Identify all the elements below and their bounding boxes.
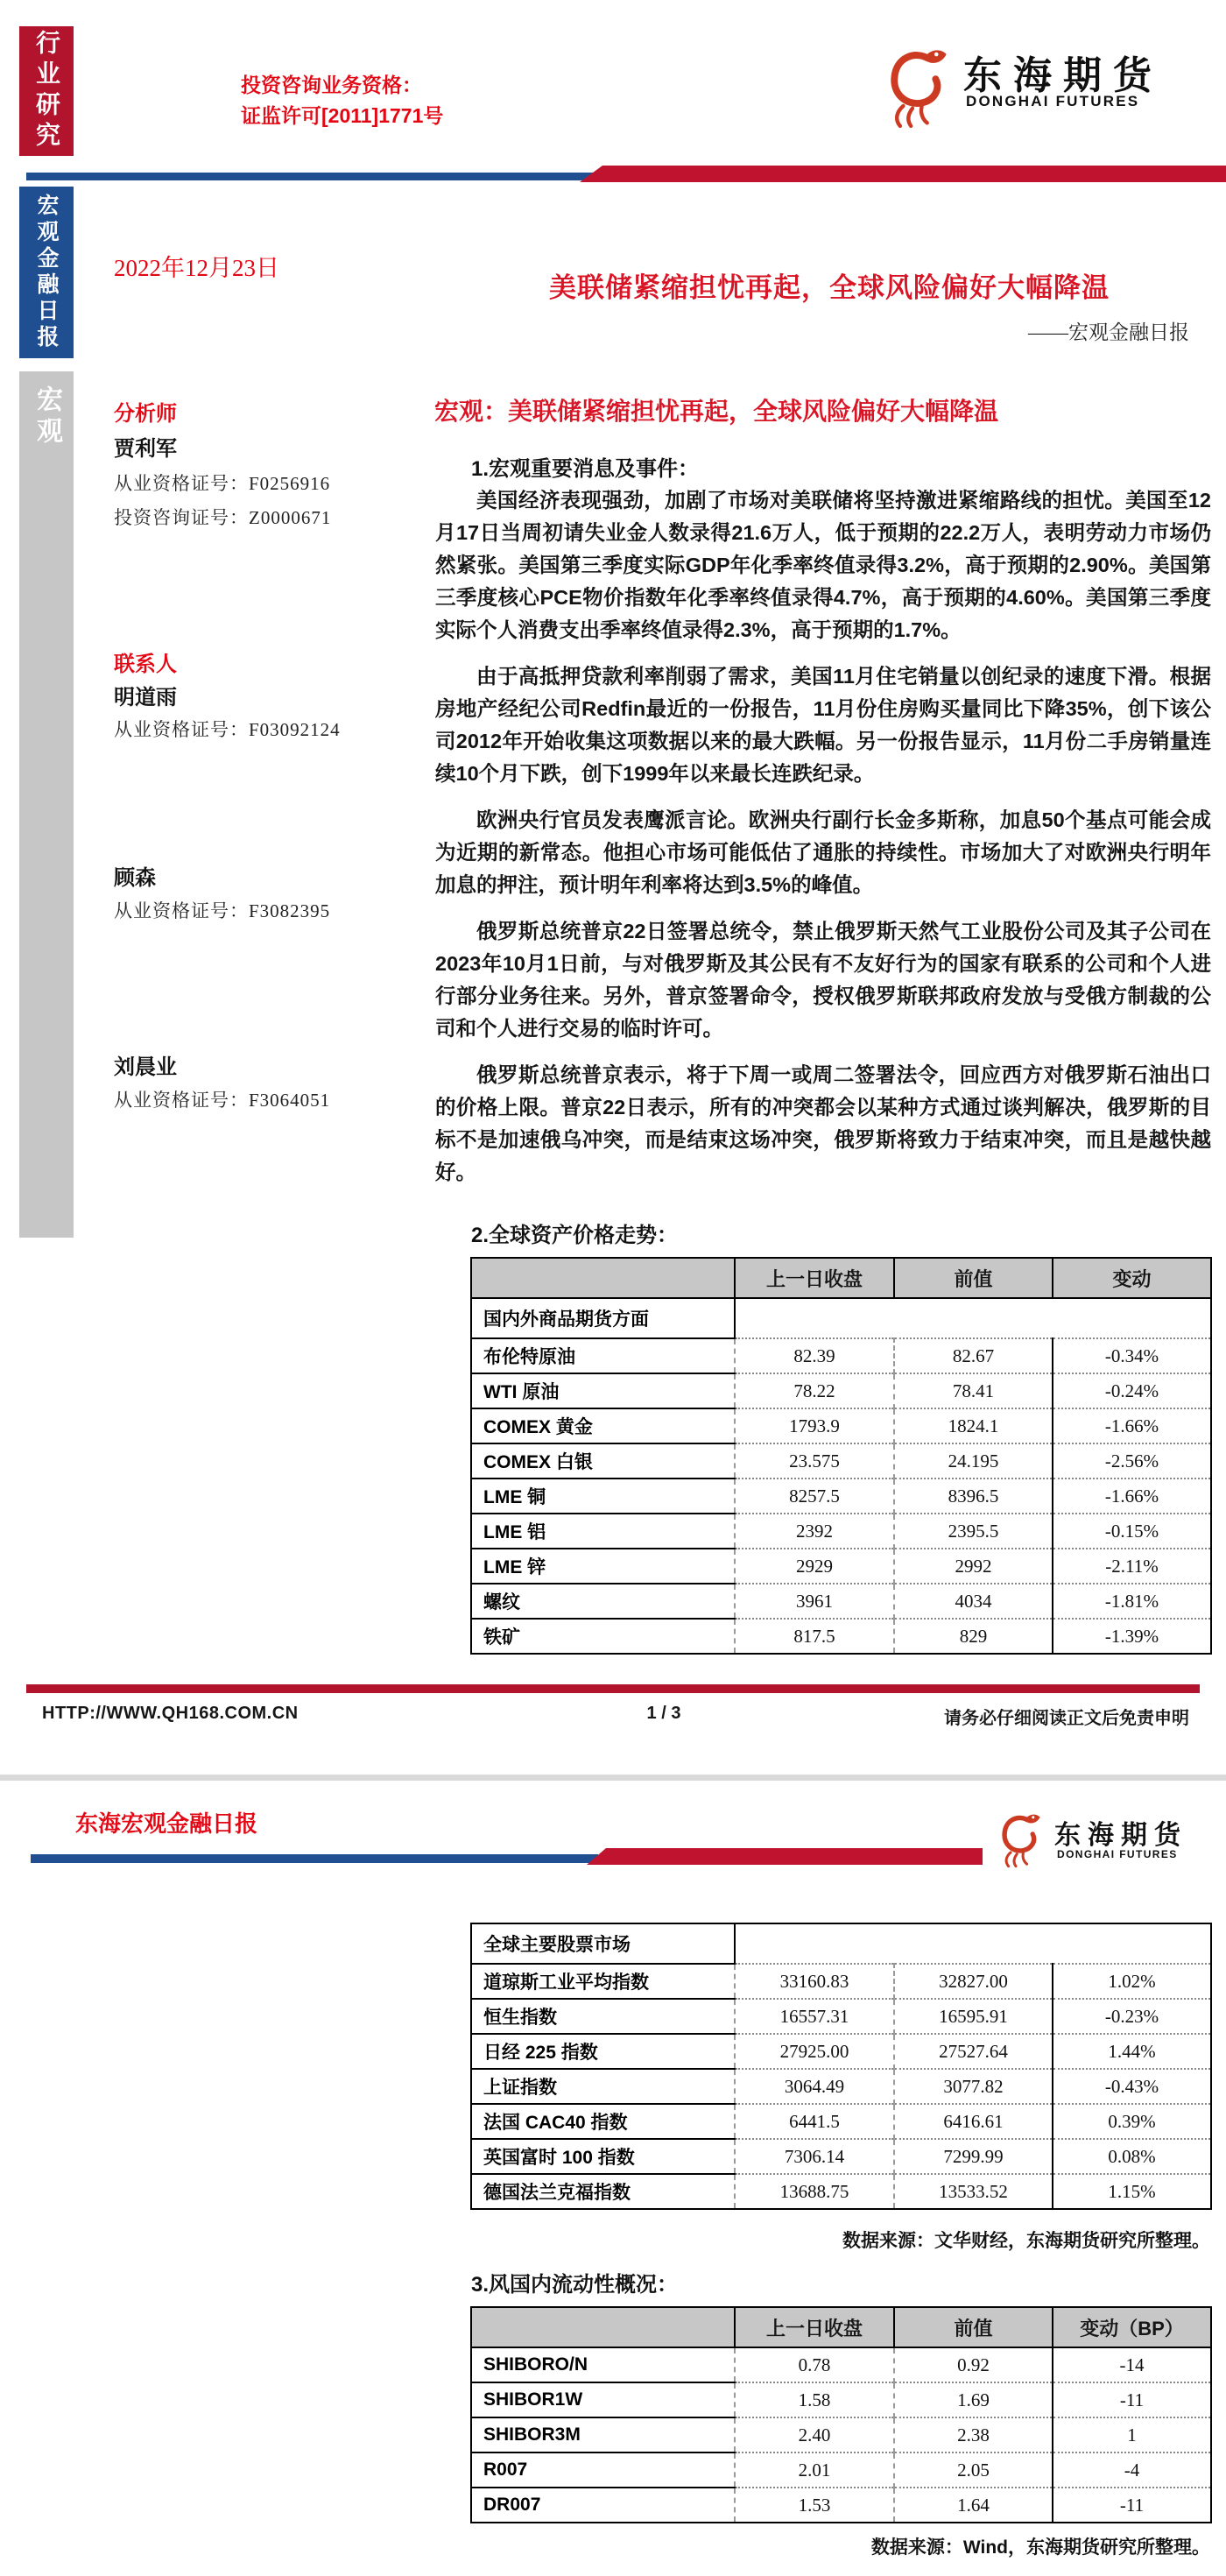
table-row [471,1964,1211,1999]
prev-close-value: 6441.5 [735,2104,894,2139]
table-row [471,1373,1211,1408]
section-label: 国内外商品期货方面 [471,1298,735,1338]
change-value: 1.15% [1053,2174,1211,2209]
prior-value: 2395.5 [894,1514,1053,1549]
prior-value: 78.41 [894,1373,1053,1408]
table-row [471,2069,1211,2104]
row-label: 铁矿 [471,1619,735,1654]
license-block [241,70,443,131]
table-row [471,2139,1211,2174]
brand-name-cn: 东海期货 [1054,1821,1187,1850]
prev-close-value: 13688.75 [735,2174,894,2209]
prior-value: 2.05 [894,2452,1053,2488]
paragraph: 欧洲央行官员发表鹰派言论。欧洲央行副行长金多斯称，加息50个基点可能会成为近期的新常态。他担心市场可能低估了通胀的持续性。市场加大了对欧洲央行明年加息的押注，预计明年利率将达到3.5%的峰值。 [435,808,1211,896]
contact1-cert: 从业资格证号：F03092124 [114,719,341,740]
liquidity-table [470,2306,1212,2523]
table-row [471,2034,1211,2069]
prev-close-value: 27925.00 [735,2034,894,2069]
table-header-row [471,1258,1211,1298]
prev-close-value: 2392 [735,1514,894,1549]
report-date: 2022年12月23日 [114,255,279,281]
contact2-cert: 从业资格证号：F3082395 [114,900,331,921]
prev-close-value: 33160.83 [735,1964,894,1999]
row-label: 螺纹 [471,1584,735,1619]
contact1-name: 明道雨 [114,686,177,709]
row-label: SHIBOR1W [471,2382,735,2417]
change-value: 1.44% [1053,2034,1211,2069]
prev-close-value: 2929 [735,1549,894,1584]
paragraph: 美国经济表现强劲，加剧了市场对美联储将坚持激进紧缩路线的担忧。美国至12月17日当周初请失业金人数录得21.6万人，低于预期的22.2万人，表明劳动力市场仍然紧张。美国第三季度实际GDP年化季率终值录得3.2%，高于预期的2.90%。美国第三季度核心PCE物价指数年化季率终值录得4.7%，高于预期的4.60%。美国第三季度实际个人消费支出季率终值录得2.3%，高于预期的1.7%。 [435,489,1211,641]
liquidity-data-source-note: 数据来源：Wind，东海期货研究所整理。 [870,2537,1210,2558]
header-bar-navy [26,173,600,180]
change-value: -1.66% [1053,1408,1211,1443]
row-label: 道琼斯工业平均指数 [471,1964,735,1999]
prior-value: 24.195 [894,1443,1053,1479]
row-label: 英国富时 100 指数 [471,2139,735,2174]
sidebar-tab-macro-label: 宏观 [32,385,61,448]
table-section-row [471,1298,1211,1338]
contact3-cert: 从业资格证号：F3064051 [114,1090,331,1111]
prior-value: 3077.82 [894,2069,1053,2104]
analyst-cert: 从业资格证号：F0256916 [114,473,331,494]
table-row [471,2417,1211,2452]
table-row [471,1549,1211,1584]
change-value: 0.39% [1053,2104,1211,2139]
liquidity-table-heading: 3.风国内流动性概况： [471,2273,679,2297]
prev-close-value: 1.58 [735,2382,894,2417]
paragraph: 俄罗斯总统普京表示，将于下周一或周二签署法令，回应西方对俄罗斯石油出口的价格上限。普京22日表示，所有的冲突都会以某种方式通过谈判解决，俄罗斯的目标不是加速俄乌冲突，而是结束这场冲突，俄罗斯将致力于结束冲突，而且是越快越好。 [435,1063,1211,1183]
prior-value: 16595.91 [894,1999,1053,2034]
footer-disclaimer: 请务必仔细阅读正文后免责申明 [944,1709,1189,1728]
table-row [471,2347,1211,2382]
row-label: SHIBOR3M [471,2417,735,2452]
news-section-heading: 1.宏观重要消息及事件： [471,457,700,481]
report-subtitle: ——宏观金融日报 [1028,321,1189,343]
prev-close-value: 16557.31 [735,1999,894,2034]
change-value: 1.02% [1053,1964,1211,1999]
prior-value: 829 [894,1619,1053,1654]
license-line1: 投资咨询业务资格： [241,74,422,96]
table-row [471,2488,1211,2523]
section-empty-cell [735,1298,1211,1338]
page2-header-title: 东海宏观金融日报 [75,1810,258,1837]
table-row [471,2174,1211,2209]
col-header-prev-close: 上一日收盘 [735,1258,894,1298]
section-empty-cell [735,1923,1211,1964]
macro-section-heading: 宏观：美联储紧缩担忧再起，全球风险偏好大幅降温 [434,398,999,425]
section-label: 全球主要股票市场 [471,1923,735,1964]
row-label: 上证指数 [471,2069,735,2104]
header-bar-red [580,166,1226,182]
dragon-logo-icon [880,44,957,130]
col-header-prev-close: 上一日收盘 [735,2307,894,2347]
paragraph: 由于高抵押贷款利率削弱了需求，美国11月住宅销量以创纪录的速度下滑。根据房地产经纪公司Redfin最近的一份报告，11月份住房购买量同比下降35%，创下该公司2012年开始收集这项数据以来的最大跌幅。另一份报告显示，11月份二手房销量连续10个月下跌，创下1999年以来最长连跌纪录。 [435,665,1211,785]
prev-close-value: 1793.9 [735,1408,894,1443]
change-value: -0.23% [1053,1999,1211,2034]
prev-close-value: 3064.49 [735,2069,894,2104]
prev-close-value: 2.40 [735,2417,894,2452]
table-row [471,2382,1211,2417]
row-label: 德国法兰克福指数 [471,2174,735,2209]
brand-name-en: DONGHAI FUTURES [1057,1848,1178,1860]
sidebar-tab-industry-label: 行业研究 [33,30,60,152]
change-bp-value: -11 [1053,2488,1211,2523]
sidebar-tab-industry-research [19,26,74,156]
change-value: -0.43% [1053,2069,1211,2104]
col-header-change: 变动 [1053,1258,1211,1298]
stocks-data-source-note: 数据来源：文华财经，东海期货研究所整理。 [842,2231,1210,2251]
change-value: -1.81% [1053,1584,1211,1619]
row-label: R007 [471,2452,735,2488]
change-bp-value: 1 [1053,2417,1211,2452]
table-row [471,1619,1211,1654]
table-row [471,1338,1211,1373]
prior-value: 13533.52 [894,2174,1053,2209]
prior-value: 7299.99 [894,2139,1053,2174]
table-row [471,2452,1211,2488]
prev-close-value: 23.575 [735,1443,894,1479]
row-label: 恒生指数 [471,1999,735,2034]
analyst-advisory-cert: 投资咨询证号：Z0000671 [114,507,332,528]
prior-value: 1.64 [894,2488,1053,2523]
prior-value: 2992 [894,1549,1053,1584]
table-section-row [471,1923,1211,1964]
asset-table-heading: 2.全球资产价格走势： [471,1224,679,1247]
table-row [471,1514,1211,1549]
page2-header-bar-navy [31,1854,598,1863]
change-value: -2.11% [1053,1549,1211,1584]
page-separator [0,1775,1226,1781]
table-row [471,1408,1211,1443]
prior-value: 32827.00 [894,1964,1053,1999]
table-row [471,1443,1211,1479]
change-value: -0.24% [1053,1373,1211,1408]
change-value: -0.34% [1053,1338,1211,1373]
contact2-name: 顾森 [114,866,156,890]
stock-index-table [470,1923,1212,2210]
row-label: 日经 225 指数 [471,2034,735,2069]
change-bp-value: -11 [1053,2382,1211,2417]
col-header-change-bp: 变动（BP） [1053,2307,1211,2347]
footer-url: HTTP://WWW.QH168.COM.CN [42,1704,299,1723]
prev-close-value: 2.01 [735,2452,894,2488]
prior-value: 2.38 [894,2417,1053,2452]
prior-value: 82.67 [894,1338,1053,1373]
col-header-prior: 前值 [894,2307,1053,2347]
change-value: -1.39% [1053,1619,1211,1654]
contact3-name: 刘晨业 [114,1055,177,1079]
change-bp-value: -14 [1053,2347,1211,2382]
brand-name-cn: 东海期货 [963,54,1163,97]
prior-value: 27527.64 [894,2034,1053,2069]
analyst-name: 贾利军 [114,437,177,461]
row-label: 法国 CAC40 指数 [471,2104,735,2139]
col-header-prior: 前值 [894,1258,1053,1298]
analyst-label: 分析师 [114,402,177,426]
row-label: WTI 原油 [471,1373,735,1408]
row-label: 布伦特原油 [471,1338,735,1373]
prev-close-value: 7306.14 [735,2139,894,2174]
prev-close-value: 817.5 [735,1619,894,1654]
paragraph: 俄罗斯总统普京22日签署总统令，禁止俄罗斯天然气工业股份公司及其子公司在2023年10月1日前，与对俄罗斯及其公民有不友好行为的国家有联系的公司和个人进行部分业务往来。另外，普京签署命令，授权俄罗斯联邦政府发放与受俄方制裁的公司和个人进行交易的临时许可。 [435,920,1211,1040]
prior-value: 1824.1 [894,1408,1053,1443]
change-value: 0.08% [1053,2139,1211,2174]
table-row [471,2104,1211,2139]
corner-cell [471,1258,735,1298]
prev-close-value: 8257.5 [735,1479,894,1514]
footer-bar [26,1684,1200,1693]
table-row [471,1999,1211,2034]
dragon-logo-icon [995,1810,1047,1869]
news-paragraphs [435,484,1211,1203]
brand-name-en: DONGHAI FUTURES [966,93,1140,109]
license-line2: 证监许可[2011]1771号 [241,104,444,127]
sidebar-tab-macro-daily [19,187,74,358]
prior-value: 8396.5 [894,1479,1053,1514]
row-label: SHIBORO/N [471,2347,735,2382]
prev-close-value: 3961 [735,1584,894,1619]
prior-value: 6416.61 [894,2104,1053,2139]
prior-value: 4034 [894,1584,1053,1619]
table-row [471,1479,1211,1514]
table-header-row [471,2307,1211,2347]
change-value: -1.66% [1053,1479,1211,1514]
change-value: -2.56% [1053,1443,1211,1479]
prev-close-value: 78.22 [735,1373,894,1408]
row-label: COMEX 黄金 [471,1408,735,1443]
commodity-table [470,1257,1212,1655]
prior-value: 1.69 [894,2382,1053,2417]
row-label: LME 铝 [471,1514,735,1549]
table-row [471,1584,1211,1619]
row-label: LME 铜 [471,1479,735,1514]
change-value: -0.15% [1053,1514,1211,1549]
row-label: COMEX 白银 [471,1443,735,1479]
page2-header-bar-red [587,1848,1014,1865]
prev-close-value: 82.39 [735,1338,894,1373]
contact-label: 联系人 [114,653,177,676]
prior-value: 0.92 [894,2347,1053,2382]
prev-close-value: 0.78 [735,2347,894,2382]
change-bp-value: -4 [1053,2452,1211,2488]
report-title: 美联储紧缩担忧再起，全球风险偏好大幅降温 [549,272,1110,303]
row-label: DR007 [471,2488,735,2523]
sidebar-tab-macro [19,371,74,1238]
row-label: LME 锌 [471,1549,735,1584]
sidebar-tab-daily-label: 宏观金融日报 [34,194,59,351]
footer-page-number: 1 / 3 [646,1704,681,1723]
prev-close-value: 1.53 [735,2488,894,2523]
corner-cell [471,2307,735,2347]
